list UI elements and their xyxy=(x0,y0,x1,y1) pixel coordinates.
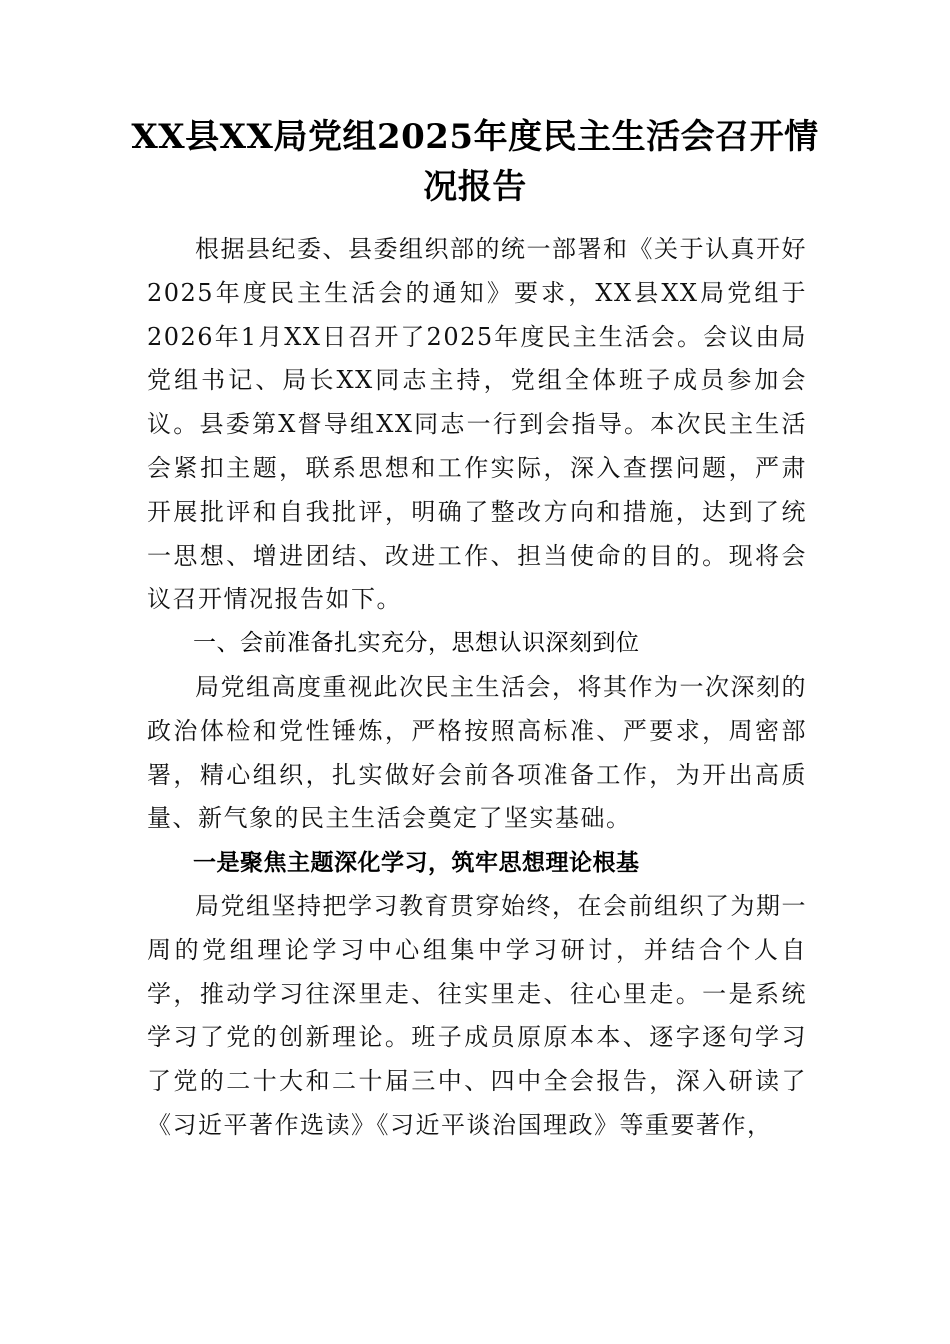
section-1-heading: 一、会前准备扎实充分，思想认识深刻到位 xyxy=(193,630,640,657)
section-1-paragraph: 局党组高度重视此次民主生活会，将其作为一次深刻的政治体检和党性锤炼，严格按照高标准、严要求，周密部署，精心组织，扎实做好会前各项准备工作，为开出高质量、新气象的民主生活会奠定了坚实基础。 xyxy=(147,672,807,833)
subsection-1-paragraph: 局党组坚持把学习教育贯穿始终，在会前组织了为期一周的党组理论学习中心组集中学习研讨，并结合个人自学，推动学习往深里走、往实里走、往心里走。一是系统学习了党的创新理论。班子成员原原本本、逐字逐句学习了党的二十大和二十届三中、四中全会报告，深入研读了《习近平著作选读》《习近平谈治国理政》等重要著作， xyxy=(147,891,807,1139)
document-title: XX县XX局党组2025年度民主生活会召开情况报告 xyxy=(131,117,819,207)
subsection-1-heading: 一是聚焦主题深化学习，筑牢思想理论根基 xyxy=(193,849,640,877)
intro-paragraph: 根据县纪委、县委组织部的统一部署和《关于认真开好2025年度民主生活会的通知》要求，XX县XX局党组于2026年1月XX日召开了2025年度民主生活会。会议由局党组书记、局长XX同志主持，党组全体班子成员参加会议。县委第X督导组XX同志一行到会指导。本次民主生活会紧扣主题，联系思想和工作实际，深入查摆问题，严肃开展批评和自我批评，明确了整改方向和措施，达到了统一思想、增进团结、改进工作、担当使命的目的。现将会议召开情况报告如下。 xyxy=(147,235,807,614)
document-body xyxy=(147,228,807,1148)
